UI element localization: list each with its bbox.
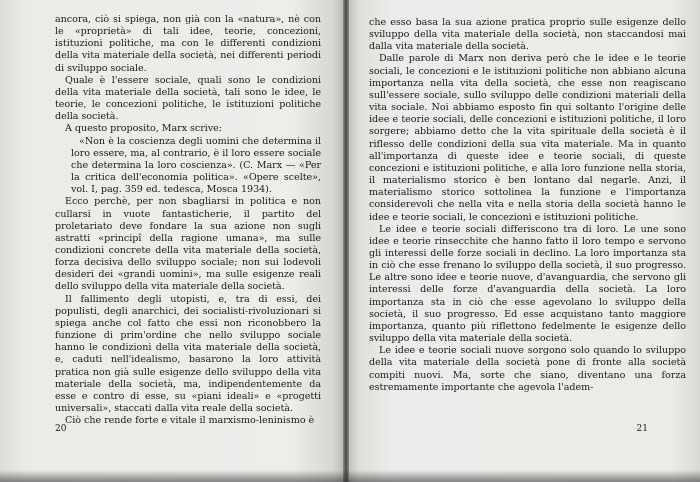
right-page — [349, 0, 700, 482]
paragraph: Ciò che rende forte e vitale il marxismo-leninismo è — [65, 415, 315, 427]
page-number-right: 21 — [636, 424, 648, 434]
paragraph: ancora, ciò si spiega, non già con la «natura», nè con le «proprietà» di tali idee, teorie, concezioni, istituzioni politiche, ma con le differenti condizioni della vita materiale della società, nei differenti periodi di sviluppo sociale. — [55, 14, 321, 74]
paragraph: Il fallimento degli utopisti, e, tra di essi, dei populisti, degli anarchici, dei socialisti-rivoluzionari si spiega anche col fatto che essi non riconobbero la funzione di prim'ordine che nello sviluppo sociale hanno le condizioni della vita materiale della società, e, caduti nell'idealismo, basarono la loro attività pratica non già sulle esigenze dello sviluppo della vita materiale della società, ma, indipendentemente da esse e contro di esse, su «piani ideali» e «progetti universali», staccati dalla vita reale della società. — [55, 293, 321, 414]
paragraph: che esso basa la sua azione pratica proprio sulle esigenze dello sviluppo della vita materiale della società, non staccandosi mai dalla vita materiale della società. — [369, 17, 686, 53]
quote-text: «Non è la coscienza degli uomini che determina il loro essere, ma, al contrario, è il loro essere sociale che determina la loro coscienza». (C. Marx — «Per la critica dell'economia politica». «Opere scelte», vol. I, pag. 359 ed. tedesca, Mosca 1934). — [71, 135, 321, 196]
paragraph: Le idee e teorie sociali differiscono tra di loro. Le une sono idee e teorie rinsecchite che hanno fatto il loro tempo e servono gli interessi delle forze sociali in declino. La loro importanza sta in ciò che esse frenano lo sviluppo della società, il suo progresso. Le altre sono idee e teorie nuove, d'avanguardia, che servono gli interessi delle forze d'avanguardia della società. La loro importanza sta in ciò che esse agevolano lo sviluppo della società, il suo progresso. Ed esse acquistano tanto maggiore importanza, quanto più riflettono fedelmente le esigenze dello sviluppo della vita materiale della società. — [369, 223, 686, 345]
paragraph: Dalle parole di Marx non deriva però che le idee e le teorie sociali, le concezioni e le istituzioni politiche non abbiano alcuna importanza nella vita della società, che esse non reagiscano sull'essere sociale, sullo sviluppo delle condizioni materiali della vita sociale. Noi abbiamo esposto fin qui soltanto l'origine delle idee e teorie sociali, delle concezioni e istituzioni politiche, il loro sorgere; abbiamo detto che la vita spirituale della società è il riflesso delle condizioni della sua vita materiale. Ma in quanto all'importanza di queste idee e teorie sociali, di queste concezioni e istituzioni politiche, e alla loro funzione nella storia, il materialismo storico è ben lontano dal negarle. Anzi, il materialismo storico sottolinea la funzione e l'importanza considerevoli che nella vita e nella storia della società hanno le idee e teorie sociali, le concezioni e istituzioni politiche. — [369, 53, 686, 223]
paragraph: Ecco perchè, per non sbagliarsi in politica e non cullarsi in vuote fantasticherie, il partito del proletariato deve fondare la sua azione non sugli astratti «principî della ragione umana», ma sulle condizioni concrete della vita materiale della società, forza decisiva dello sviluppo sociale; non sui lodevoli desideri dei «grandi uomini», ma sulle esigenze reali dello sviluppo della vita materiale della società. — [55, 196, 321, 293]
paragraph: Le idee e teorie sociali nuove sorgono solo quando lo sviluppo della vita materiale della società pone di fronte alla società compiti nuovi. Ma, sorte che siano, diventano una forza estremamente importante che agevola l'adem- — [369, 345, 686, 393]
right-page-body — [369, 17, 686, 394]
marx-quote — [71, 136, 321, 197]
paragraph: Quale è l'essere sociale, quali sono le condizioni della vita materiale della società, tali sono le idee, le teorie, le concezioni politiche, le istituzioni politiche della società. — [55, 74, 321, 123]
left-page — [0, 0, 343, 482]
left-page-body — [55, 14, 321, 427]
paragraph: A questo proposito, Marx scrive: — [65, 123, 222, 135]
page-number-left: 20 — [55, 424, 67, 434]
